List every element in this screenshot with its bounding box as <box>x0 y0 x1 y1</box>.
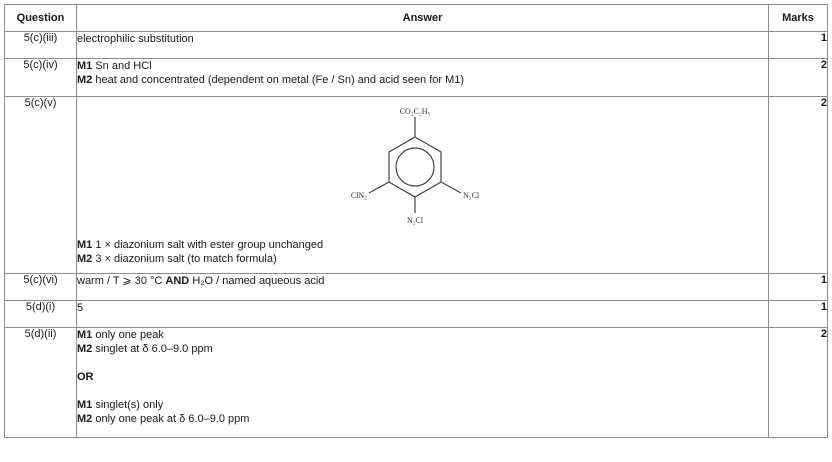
table-row <box>5 301 828 328</box>
marks-cell: 1 <box>769 32 828 59</box>
question-cell: 5(c)(iv) <box>5 59 77 97</box>
m2-tag: M2 <box>77 253 93 265</box>
right-diazonium-label: N₂Cl <box>463 191 480 200</box>
and-keyword: AND <box>165 275 190 287</box>
mark-scheme-table <box>4 4 828 438</box>
m2-text: 3 × diazonium salt (to match formula) <box>95 253 277 265</box>
answer-cell <box>77 97 769 274</box>
m1-tag: M1 <box>77 60 93 72</box>
header-row <box>5 5 828 32</box>
m2-text: heat and concentrated (dependent on metal (Fe / Sn) and acid seen for M1) <box>95 74 465 86</box>
bottom-diazonium-label: N₂Cl <box>406 216 424 225</box>
table-row <box>5 274 828 301</box>
table-row <box>5 328 828 438</box>
m1-text: 1 × diazonium salt with ester group unchanged <box>95 239 324 251</box>
m2-alt-tag: M2 <box>77 413 93 425</box>
ester-group-label: CO₂C₂H₅ <box>399 107 431 116</box>
header-question: Question <box>5 5 77 32</box>
marks-cell: 1 <box>769 274 828 301</box>
header-marks: Marks <box>769 5 828 32</box>
question-cell: 5(d)(i) <box>5 301 77 328</box>
m1-tag: M1 <box>77 239 93 251</box>
m1-alt-text: singlet(s) only <box>92 399 164 411</box>
marks-cell: 1 <box>769 301 828 328</box>
benzene-structure <box>77 103 768 238</box>
m1-text: Sn and HCl <box>95 60 152 72</box>
answer-cell <box>77 59 769 97</box>
answer-cell <box>77 274 769 301</box>
question-cell: 5(d)(ii) <box>5 328 77 438</box>
question-cell: 5(c)(v) <box>5 97 77 274</box>
header-answer: Answer <box>77 5 769 32</box>
marks-cell: 2 <box>769 97 828 274</box>
or-keyword: OR <box>77 371 94 383</box>
m2-alt-text: only one peak at δ 6.0–9.0 ppm <box>92 413 250 425</box>
reagent-text: H₂O / named aqueous acid <box>192 275 325 287</box>
question-cell: 5(c)(iii) <box>5 32 77 59</box>
m1-alt-tag: M1 <box>77 399 93 411</box>
table-row <box>5 59 828 97</box>
table-row <box>5 32 828 59</box>
question-cell: 5(c)(vi) <box>5 274 77 301</box>
m2-tag: M2 <box>77 74 93 86</box>
marks-cell: 2 <box>769 328 828 438</box>
condition-text: warm / T ⩾ 30 °C <box>77 275 163 287</box>
structure-diagram <box>77 103 753 238</box>
table-row <box>5 97 828 274</box>
marks-cell: 2 <box>769 59 828 97</box>
m1-tag: M1 <box>77 329 93 341</box>
m1-text: only one peak <box>92 329 164 341</box>
left-diazonium-label: ClN₂ <box>350 191 367 200</box>
m2-tag: M2 <box>77 343 93 355</box>
answer-cell <box>77 328 769 438</box>
answer-cell: electrophilic substitution <box>77 32 769 59</box>
answer-cell: 5 <box>77 301 769 328</box>
m2-text: singlet at δ 6.0–9.0 ppm <box>92 343 213 355</box>
